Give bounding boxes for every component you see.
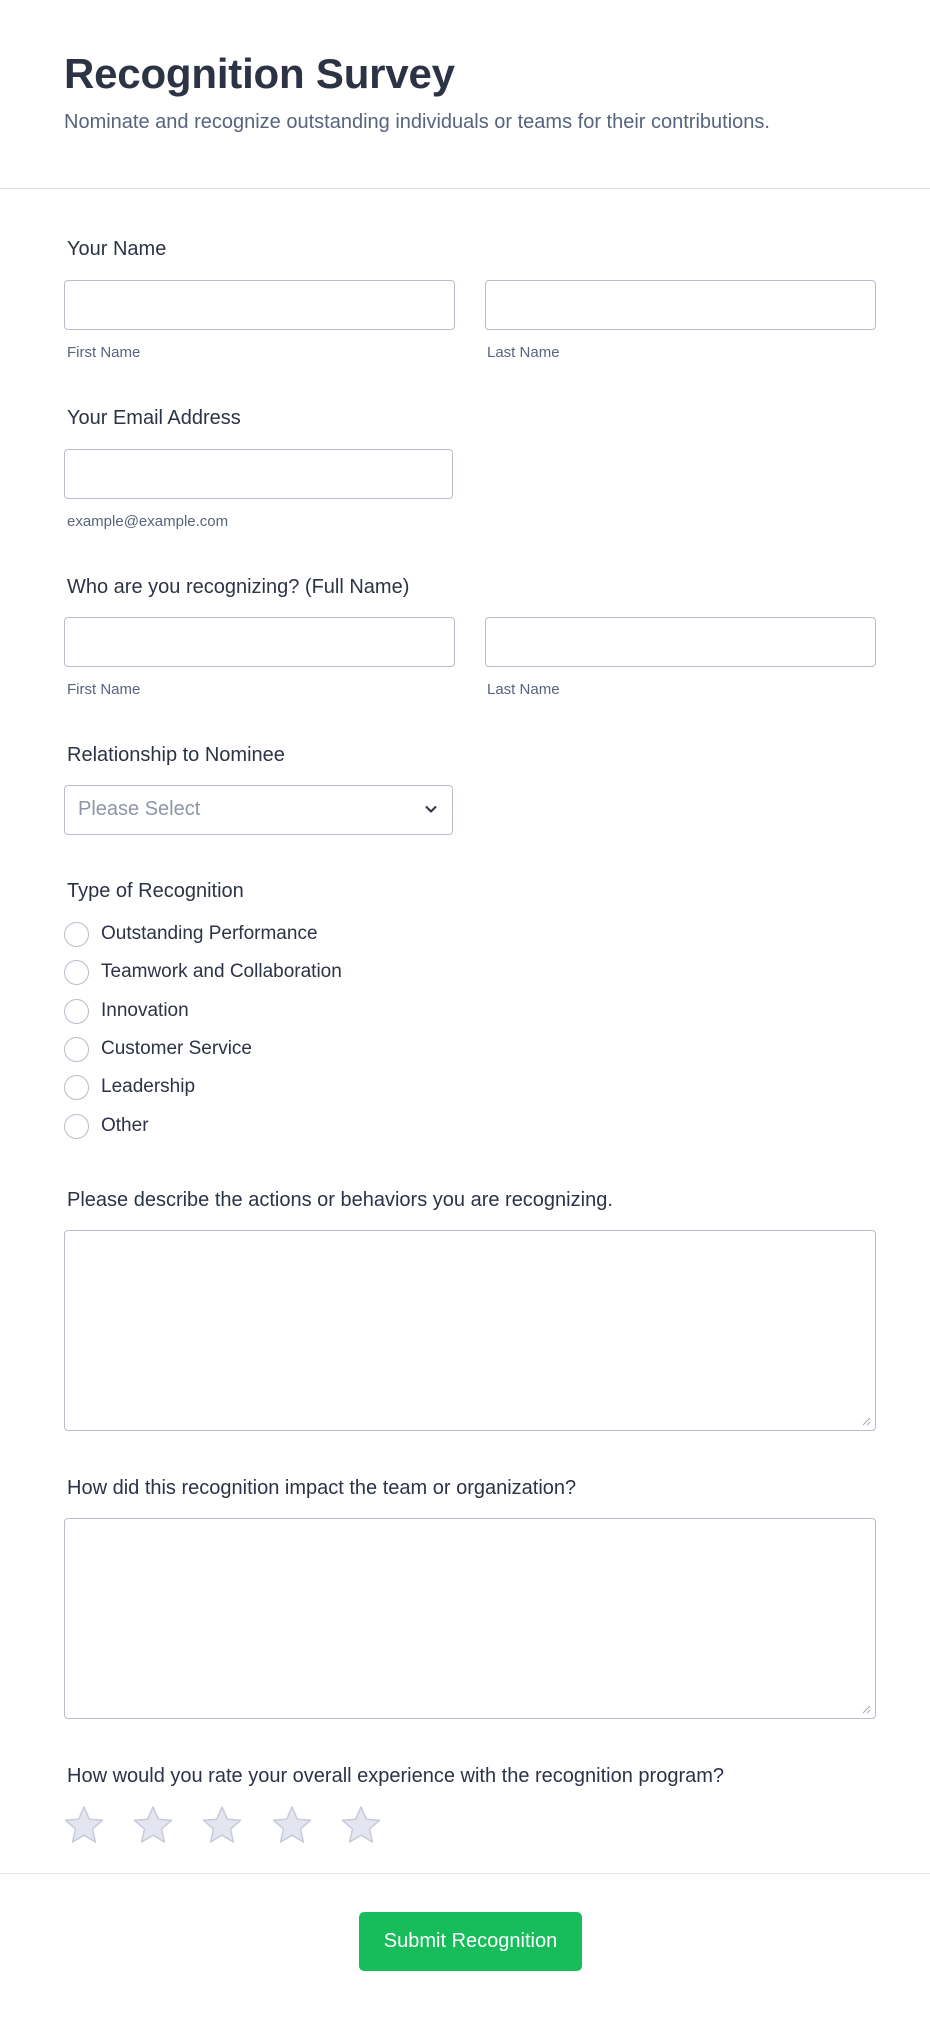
radio-button[interactable] [64, 1037, 89, 1062]
radio-option-label: Teamwork and Collaboration [101, 961, 342, 982]
nominee-label: Who are you recognizing? (Full Name) [67, 576, 410, 598]
your-name-label: Your Name [67, 238, 167, 260]
radio-option-teamwork-collaboration[interactable] [64, 959, 464, 987]
star-icon[interactable] [63, 1804, 105, 1846]
description-textarea[interactable] [64, 1230, 876, 1431]
impact-label: How did this recognition impact the team or organization? [67, 1477, 577, 1499]
your-last-name-sublabel: Last Name [487, 344, 560, 361]
star-icon[interactable] [132, 1804, 174, 1846]
radio-option-label: Innovation [101, 1000, 189, 1021]
radio-option-customer-service[interactable] [64, 1036, 464, 1064]
relationship-select-value: Please Select [78, 798, 201, 820]
radio-button[interactable] [64, 922, 89, 947]
resize-grip-icon[interactable] [861, 1704, 871, 1714]
email-input[interactable] [64, 449, 453, 499]
relationship-select[interactable] [64, 785, 453, 835]
radio-option-other[interactable] [64, 1113, 464, 1141]
star-icon[interactable] [271, 1804, 313, 1846]
chevron-down-icon [423, 801, 439, 817]
radio-option-outstanding-performance[interactable] [64, 921, 464, 949]
radio-option-label: Outstanding Performance [101, 923, 318, 944]
footer-divider [0, 1873, 930, 1874]
radio-option-label: Leadership [101, 1076, 196, 1097]
resize-grip-icon[interactable] [861, 1416, 871, 1426]
submit-recognition-button[interactable]: Submit Recognition [359, 1912, 582, 1971]
nominee-last-name-input[interactable] [485, 617, 876, 667]
recognition-type-label: Type of Recognition [67, 880, 244, 902]
radio-button[interactable] [64, 999, 89, 1024]
form-header [0, 0, 930, 189]
star-icon[interactable] [201, 1804, 243, 1846]
page-title: Recognition Survey [64, 50, 455, 97]
radio-option-label: Customer Service [101, 1038, 252, 1059]
email-label: Your Email Address [67, 407, 241, 429]
radio-option-innovation[interactable] [64, 998, 464, 1026]
relationship-label: Relationship to Nominee [67, 744, 285, 766]
nominee-last-name-sublabel: Last Name [487, 681, 560, 698]
radio-button[interactable] [64, 1075, 89, 1100]
nominee-first-name-input[interactable] [64, 617, 455, 667]
radio-button[interactable] [64, 1114, 89, 1139]
page-subtitle: Nominate and recognize outstanding individuals or teams for their contributions. [64, 111, 770, 133]
star-icon[interactable] [340, 1804, 382, 1846]
radio-option-leadership[interactable] [64, 1074, 464, 1102]
your-first-name-sublabel: First Name [67, 344, 141, 361]
nominee-first-name-sublabel: First Name [67, 681, 141, 698]
radio-option-label: Other [101, 1115, 149, 1136]
your-first-name-input[interactable] [64, 280, 455, 330]
impact-textarea[interactable] [64, 1518, 876, 1719]
your-last-name-input[interactable] [485, 280, 876, 330]
email-sublabel: example@example.com [67, 513, 229, 530]
rating-label: How would you rate your overall experience with the recognition program? [67, 1765, 725, 1787]
description-label: Please describe the actions or behaviors you are recognizing. [67, 1189, 613, 1211]
radio-button[interactable] [64, 960, 89, 985]
